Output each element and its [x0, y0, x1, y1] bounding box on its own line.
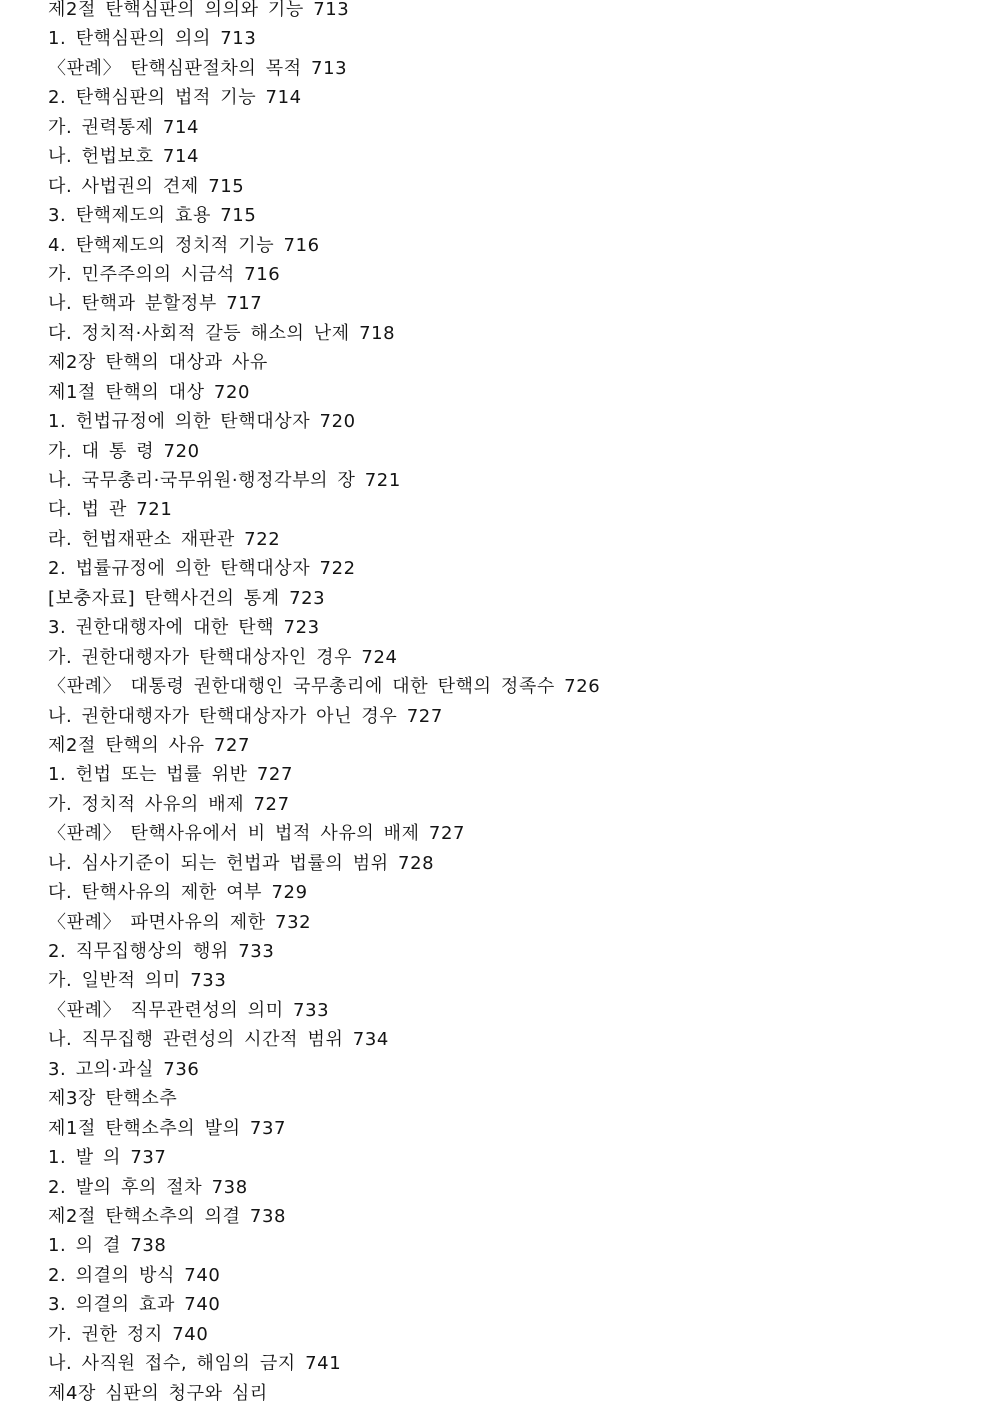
toc-line: 3. 고의·과실 736 [48, 1058, 200, 1080]
toc-line: 제4장 심판의 청구와 심리 [48, 1382, 268, 1404]
toc-line: 제3장 탄핵소추 [48, 1088, 178, 1110]
table-of-contents [48, 0, 978, 1408]
toc-line: 3. 권한대행자에 대한 탄핵 723 [48, 617, 320, 639]
toc-line: 가. 권한 정지 740 [48, 1323, 209, 1345]
toc-line: 가. 권한대행자가 탄핵대상자인 경우 724 [48, 646, 398, 668]
toc-line: [보충자료] 탄핵사건의 통계 723 [48, 587, 326, 609]
toc-line: 다. 정치적·사회적 갈등 해소의 난제 718 [48, 322, 396, 344]
toc-line: 2. 법률규정에 의한 탄핵대상자 722 [48, 558, 356, 580]
toc-line: 〈판례〉 탄핵사유에서 비 법적 사유의 배제 727 [48, 823, 466, 845]
toc-line: 제2절 탄핵의 사유 727 [48, 734, 251, 756]
toc-line: 3. 탄핵제도의 효용 715 [48, 205, 257, 227]
toc-line: 가. 권력통제 714 [48, 116, 200, 138]
toc-line: 3. 의결의 효과 740 [48, 1294, 221, 1316]
toc-line: 1. 발 의 737 [48, 1147, 167, 1169]
toc-line: 나. 헌법보호 714 [48, 146, 200, 168]
toc-line: 2. 직무집행상의 행위 733 [48, 941, 275, 962]
toc-line: 4. 탄핵제도의 정치적 기능 716 [48, 234, 320, 256]
toc-line: 제2장 탄핵의 대상과 사유 [48, 352, 268, 374]
toc-line: 나. 사직원 접수, 해임의 금지 741 [48, 1353, 342, 1375]
toc-line: 1. 헌법규정에 의한 탄핵대상자 720 [48, 411, 356, 433]
toc-line: 2. 의결의 방식 740 [48, 1264, 221, 1286]
toc-line: 나. 국무총리·국무위원·행정각부의 장 721 [48, 470, 401, 491]
toc-line: 1. 헌법 또는 법률 위반 727 [48, 764, 294, 786]
toc-line: 다. 탄핵사유의 제한 여부 729 [48, 882, 308, 904]
toc-line: 가. 민주주의의 시금석 716 [48, 263, 281, 285]
toc-line: 〈판례〉 직무관련성의 의미 733 [48, 999, 330, 1021]
toc-line: 가. 일반적 의미 733 [48, 970, 227, 992]
toc-line: 제2절 탄핵심판의 의의와 기능 713 [48, 0, 350, 20]
toc-line: 나. 직무집행 관련성의 시간적 범위 734 [48, 1029, 389, 1051]
toc-line: 나. 권한대행자가 탄핵대상자가 아닌 경우 727 [48, 705, 443, 727]
toc-line: 라. 헌법재판소 재판관 722 [48, 528, 281, 550]
toc-line: 〈판례〉 대통령 권한대행인 국무총리에 대한 탄핵의 정족수 726 [48, 676, 601, 698]
toc-line: 제2절 탄핵소추의 의결 738 [48, 1205, 287, 1227]
toc-line: 2. 탄핵심판의 법적 기능 714 [48, 87, 302, 109]
toc-line: 가. 대 통 령 720 [48, 440, 200, 462]
toc-line: 〈판례〉 탄핵심판절차의 목적 713 [48, 57, 348, 79]
toc-line: 2. 발의 후의 절차 738 [48, 1176, 248, 1198]
toc-line: 다. 법 관 721 [48, 499, 173, 521]
toc-line: 나. 심사기준이 되는 헌법과 법률의 범위 728 [48, 852, 435, 874]
toc-line: 1. 의 결 738 [48, 1235, 167, 1257]
toc-line: 〈판례〉 파면사유의 제한 732 [48, 911, 312, 933]
toc-line: 1. 탄핵심판의 의의 713 [48, 28, 257, 50]
toc-line: 제1절 탄핵의 대상 720 [48, 381, 251, 403]
toc-line: 가. 정치적 사유의 배제 727 [48, 793, 290, 815]
toc-line: 나. 탄핵과 분할정부 717 [48, 293, 263, 315]
toc-line: 제1절 탄핵소추의 발의 737 [48, 1117, 287, 1139]
toc-line: 다. 사법권의 견제 715 [48, 175, 245, 197]
